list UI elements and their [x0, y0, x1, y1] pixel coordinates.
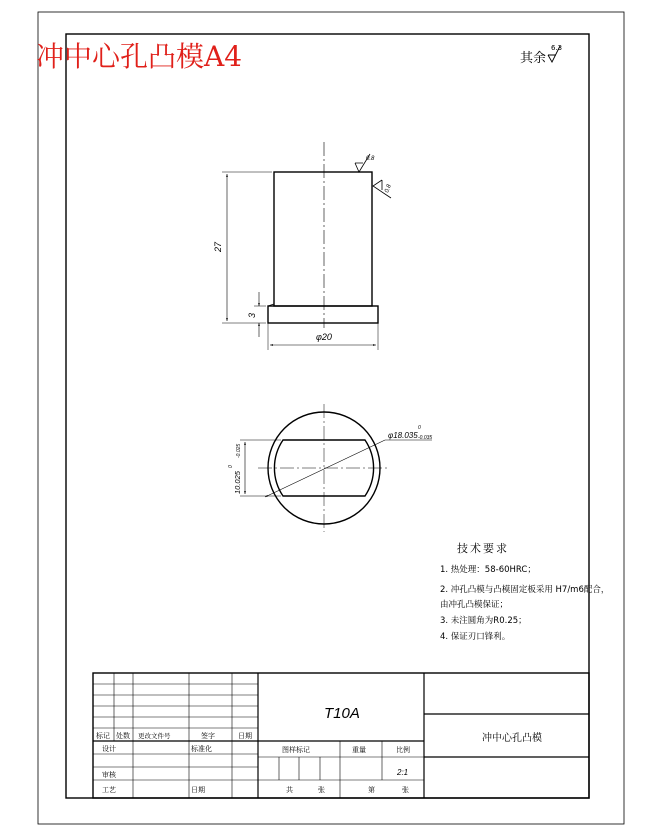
- sheets-label: 共: [286, 786, 293, 794]
- rev-header-count: 处数: [116, 732, 130, 740]
- general-roughness-note: [520, 44, 562, 66]
- flange-outline: [268, 306, 378, 323]
- designer-label: 设计: [102, 745, 116, 753]
- punch-diameter-tol-upper: 0: [418, 425, 421, 431]
- scale-label: 比例: [396, 746, 410, 754]
- sheet-no-label: 第: [368, 786, 375, 794]
- front-view: [213, 142, 393, 350]
- roughness-top-value: 0.8: [366, 156, 375, 162]
- rev-header-date: 日期: [238, 732, 252, 740]
- punch-diameter-value: φ18.035: [388, 431, 418, 440]
- flange-diameter-value: φ20: [316, 332, 332, 342]
- part-name-value: 冲中心孔凸模: [482, 733, 542, 744]
- reviewer-label: 审核: [102, 771, 116, 779]
- scale-value: 2:1: [397, 768, 409, 777]
- roughness-side-value: 0.8: [384, 183, 393, 194]
- tech-requirements-heading: 技术要求: [457, 542, 509, 555]
- tech-requirement-item: 4. 保证刃口锋利。: [440, 632, 511, 642]
- rev-header-doc: 更改文件号: [138, 732, 171, 740]
- rev-header-sign: 签字: [201, 732, 215, 740]
- technical-requirements: [440, 541, 609, 642]
- roughness-top-face: [355, 154, 375, 172]
- punch-diameter-tol-lower: -0.035: [418, 435, 433, 441]
- material-value: T10A: [324, 705, 360, 722]
- flat-width-tol-lower: -0.025: [236, 443, 242, 458]
- tech-requirement-item: 3. 未注圆角为R0.25；: [440, 616, 527, 626]
- flat-width-value: 10.025: [233, 471, 242, 494]
- tech-requirement-item: 1. 热处理：58-60HRC；: [440, 565, 536, 575]
- flange-height-value: 3: [247, 312, 257, 318]
- sheet-no-unit: 张: [402, 786, 409, 794]
- sheets-unit: 张: [318, 786, 325, 794]
- sheet-border: [38, 12, 624, 824]
- punch-body-outline: [274, 172, 372, 306]
- tech-requirement-item: 2. 冲孔凸模与凸模固定板采用 H7/m6配合，: [440, 585, 610, 595]
- flat-width-tol-upper: 0: [228, 465, 234, 468]
- height-dimension-value: 27: [213, 241, 223, 252]
- process-label: 工艺: [102, 786, 116, 794]
- roughness-others-label: 其余: [520, 51, 547, 66]
- roughness-default-value: 6.3: [551, 44, 563, 52]
- punch-dia-leader: [265, 440, 385, 497]
- tech-requirement-item: 由冲孔凸模保证；: [440, 600, 509, 610]
- title-block-text: [96, 705, 542, 794]
- drawing-frame: [66, 34, 589, 798]
- top-view: [228, 404, 432, 532]
- drawing-title: 冲中心孔凸模A4: [36, 40, 243, 73]
- standardization-label: 标准化: [191, 745, 212, 753]
- stage-mark-label: 图样标记: [282, 746, 310, 754]
- weight-label: 重量: [352, 746, 366, 754]
- rev-header-mark: 标记: [96, 732, 110, 740]
- roughness-side-face: [373, 180, 393, 198]
- date-label: 日期: [191, 786, 205, 794]
